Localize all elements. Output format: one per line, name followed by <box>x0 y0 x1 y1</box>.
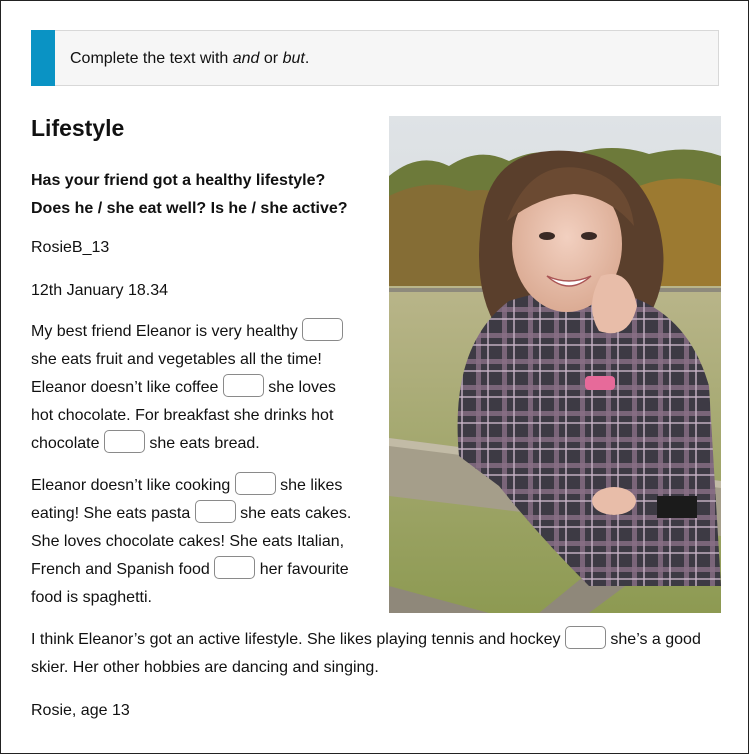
answer-blank-6[interactable] <box>214 556 255 579</box>
paragraph-1 <box>31 318 343 458</box>
p2-line-1b: she likes <box>280 477 343 494</box>
instruction-box <box>31 30 719 86</box>
girl-photo <box>389 116 721 613</box>
p2-line-3: She loves chocolate cakes! She eats Italian, <box>31 533 345 550</box>
instruction-text <box>70 50 309 68</box>
question-line-2: Does he / she eat well? Is he / she active? <box>31 200 348 217</box>
p2-line-2a: eating! She eats pasta <box>31 505 191 522</box>
author-name: RosieB_13 <box>31 239 110 256</box>
p2-line-2b: she eats cakes. <box>240 505 352 522</box>
p1-line-3a: Eleanor doesn’t like coffee <box>31 379 219 396</box>
post-date: 12th January 18.34 <box>31 282 168 299</box>
answer-blank-2[interactable] <box>223 374 264 397</box>
instruction-accent-bar <box>31 30 55 86</box>
question-line-1: Has your friend got a healthy lifestyle? <box>31 172 326 189</box>
p3-line-1a: I think Eleanor’s got an active lifestyle. She likes playing tennis and hockey <box>31 631 561 648</box>
answer-blank-4[interactable] <box>235 472 276 495</box>
signature: Rosie, age 13 <box>31 702 130 719</box>
instruction-word-but: but <box>282 50 305 67</box>
p1-line-5b: she eats bread. <box>149 435 260 452</box>
instruction-suffix: . <box>304 50 310 67</box>
p1-line-4: hot chocolate. For breakfast she drinks hot <box>31 407 334 424</box>
p1-line-2: she eats fruit and vegetables all the time! <box>31 351 322 368</box>
p1-line-5a: chocolate <box>31 435 100 452</box>
instruction-prefix: Complete the text with <box>70 50 233 67</box>
p3-line-2: skier. Her other hobbies are dancing and singing. <box>31 659 379 676</box>
p2-line-1a: Eleanor doesn’t like cooking <box>31 477 231 494</box>
answer-blank-3[interactable] <box>104 430 145 453</box>
answer-blank-1[interactable] <box>302 318 343 341</box>
paragraph-3 <box>31 626 701 682</box>
article-question <box>31 167 348 223</box>
article-title: Lifestyle <box>31 115 125 141</box>
p1-line-3b: she loves <box>268 379 336 396</box>
p2-line-4a: French and Spanish food <box>31 561 210 578</box>
p2-line-4b: her favourite <box>259 561 349 578</box>
p2-line-5: food is spaghetti. <box>31 589 152 606</box>
instruction-word-and: and <box>232 50 260 67</box>
answer-blank-7[interactable] <box>565 626 606 649</box>
p3-line-1b: she’s a good <box>610 631 701 648</box>
paragraph-2 <box>31 472 351 612</box>
instruction-middle: or <box>259 50 283 67</box>
p1-line-1: My best friend Eleanor is very healthy <box>31 323 298 340</box>
answer-blank-5[interactable] <box>195 500 236 523</box>
